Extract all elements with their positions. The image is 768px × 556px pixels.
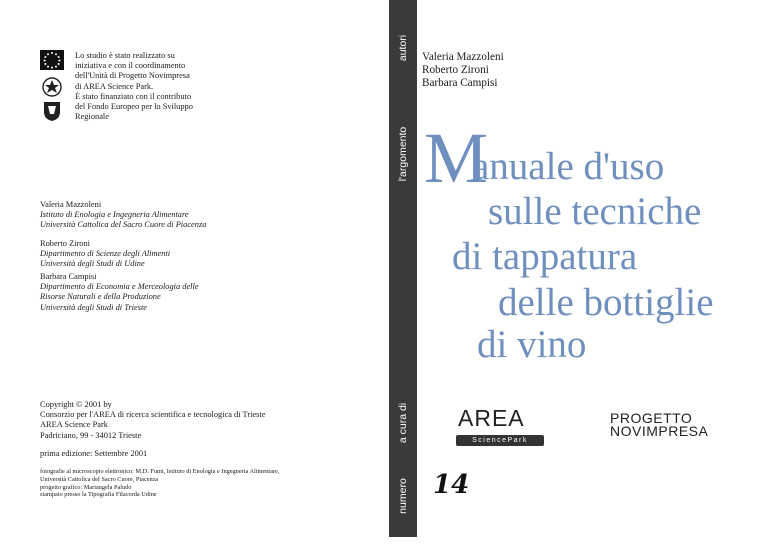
cover-authors: Valeria Mazzoleni Roberto Zironi Barbara Campisi (422, 51, 504, 90)
spine-label-autori: autori (397, 34, 409, 62)
spine-label-numero: numero (397, 478, 409, 514)
regional-emblem-icon (40, 100, 64, 122)
credits-block: fotografie al microscopio elettronico: M.D. Fumi, Istituto di Enologia e Ingegneria Alimentare, Università Cattolica del Sacro Cuore, Piacenza progetto grafico: Mariangela Paludo stampato presso la Tipografia Filacorda Udine (40, 468, 280, 499)
eu-flag-icon (40, 50, 64, 72)
area-logo-text: AREA (458, 405, 525, 431)
copyright-block: Copyright © 2001 by Consorzio per l'AREA di ricerca scientifica e tecnologica di Trieste AREA Science Park Padriciano, 99 - 34012 Trieste (40, 400, 266, 440)
progetto-novimpresa-logo (610, 412, 750, 442)
spine-label-a-cura-di: a cura di (397, 402, 409, 444)
spine (389, 0, 417, 537)
issue-number: 14 (433, 470, 470, 500)
author-credit-2: Roberto Zironi Dipartimento di Scienze degli Alimenti Università degli Studi di Udine (40, 239, 171, 269)
area-logo-sub: SciencePark (456, 435, 544, 446)
title-line-1: anuale d'uso (472, 145, 665, 188)
progetto-top: PROGETTO (610, 410, 693, 426)
progetto-bottom: NOVIMPRESA (610, 423, 709, 439)
title-line-5: di vino (477, 323, 587, 366)
author-credit-3: Barbara Campisi Dipartimento di Economia e Merceologia delle Risorse Naturali e della Produzione Università degli Studi di Trieste (40, 272, 199, 312)
edition-line: prima edizione: Settembre 2001 (40, 449, 148, 458)
funding-note: Lo studio è stato realizzato su iniziativa e con il coordinamento dell'Unità di Progetto Novimpresa di AREA Science Park. È stato finanziato con il contributo del Fondo Europeo per lo Sviluppo Regionale (75, 51, 193, 122)
title-initial: M (424, 118, 489, 198)
title-line-4: delle bottiglie (498, 281, 714, 324)
author-credit-1: Valeria Mazzoleni Istituto di Enologia e Ingegneria Alimentare Università Cattolica del Sacro Cuore di Piacenza (40, 200, 207, 230)
title-line-2: sulle tecniche (488, 190, 702, 233)
area-science-park-logo (456, 405, 546, 447)
italian-emblem-icon (40, 76, 64, 98)
spine-label-argomento: l'argomento (397, 126, 409, 182)
title-line-3: di tappatura (452, 235, 638, 278)
